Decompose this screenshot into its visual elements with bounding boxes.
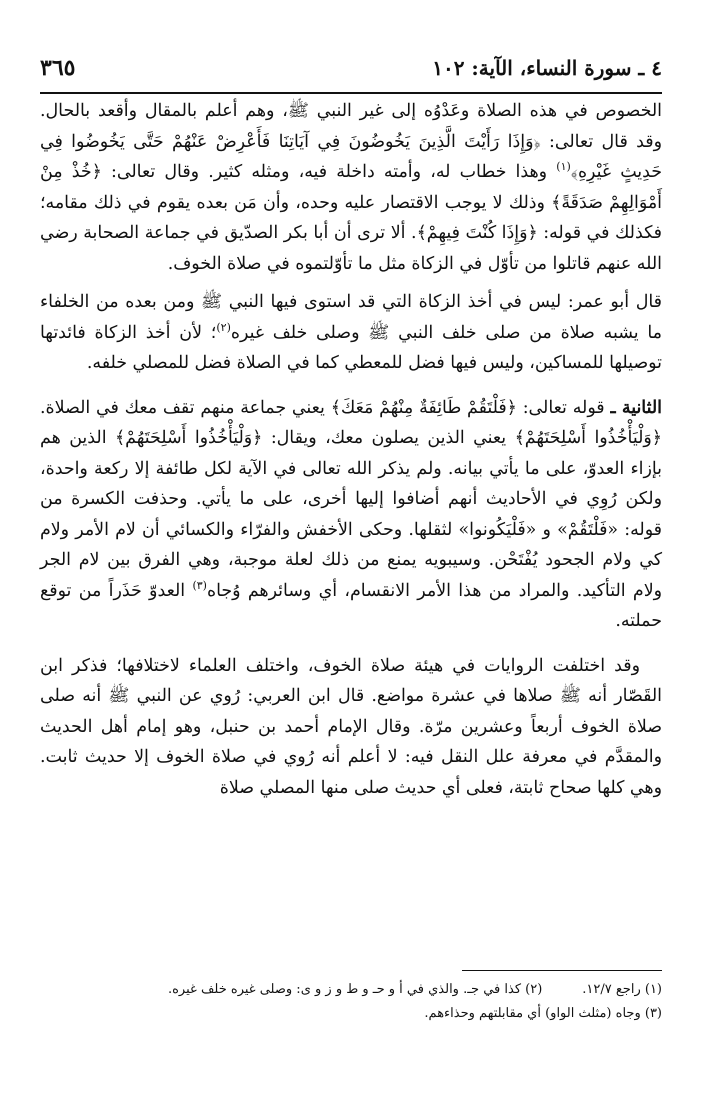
footnote-row: [40, 1002, 662, 1026]
paragraph-text: ؛ لأن أخذ الزكاة فائدتها توصيلها للمساكين، وليس فيها فضل للمعطي كما في الصلاة فضل للمصلي خلفه.: [40, 322, 662, 373]
paragraph-text: قوله تعالى: ﴿فَلْتَقُمْ طَائِفَةٌ مِنْهُمْ مَعَكَ﴾ يعني جماعة منهم تقف معك في الصلاة. ﴿وَلْيَأْخُذُوا أَسْلِحَتَهُمْ﴾ يعني الذين يصلون معك، ويقال: ﴿وَلْيَأْخُذُوا أَسْلِحَتَهُمْ﴾ الذين هم بإزاء العدوّ، على ما يأتي بيانه. ولم يذكر الله تعالى في الآية لكل طائفة إلا ركعة واحدة، ولكن رُوِي في الأحاديث أنهم أضافوا إليها أخرى، على ما يأتي. وحذفت الكسرة من قوله: «فَلْتَقُمْ» و «فَلْيَكُونوا» لثقلها. وحكى الأخفش والفرّاء والكسائي أن لام الأمر ولام كي ولام الجحود يُفْتَحْن. وسيبويه يمنع من ذلك لعلة موجبة، وهي الفرق بين لام الجر ولام التأكيد. والمراد من هذا الأمر الانقسام، أي وسائرهم وُجاه: [40, 397, 663, 601]
paragraph-text: وهذا خطاب له، وأمته داخلة فيه، ومثله كثير. وقال تعالى: ﴿خُذْ مِنْ أَمْوَالِهِمْ صَدَقَةً﴾ وذلك لا يوجب الاقتصار عليه وحده، وأن مَن بعده يقوم في ذلك مقامه؛ فكذلك في قوله: ﴿وَإِذَا كُنْتَ فِيهِمْ﴾. ألا ترى أن أبا بكر الصدّيق في جماعة الصحابة رضي الله عنهم قاتلوا من تأوّل في الزكاة مثل ما تأوّلتموه في صلاة الخوف.: [40, 162, 662, 274]
footnote-ref-2: (٢): [216, 320, 231, 334]
paragraph-text: قال أبو عمر: ليس في أخذ الزكاة التي قد استوى فيها النبي ﷺ ومن بعده من الخلفاء ما يشبه صلاة من صلى خلف النبي ﷺ وصلى خلف غيره: [40, 292, 662, 343]
paragraph-1: [40, 96, 662, 279]
page-header: [40, 50, 662, 94]
footnote-divider: [462, 970, 662, 971]
footnote-ref-1: (١): [556, 160, 571, 174]
paragraph-text: العدوّ حَذَراً من توقع حملته.: [40, 580, 662, 631]
paragraph-text: وقد اختلفت الروايات في هيئة صلاة الخوف، واختلف العلماء لاختلافها؛ فذكر ابن القَصّار أنه ﷺ صلاها في عشرة مواضع. قال ابن العربي: رُوي عن النبي ﷺ أنه صلى صلاة الخوف أربعاً وعشرين مرّة. وقال الإمام أحمد بن حنبل، وهو إمام أهل الحديث والمقدَّم في معرفة علل النقل فيه: لا أعلم أنه رُوي في صلاة الخوف إلا حديث ثابت. وهي كلها صحاح ثابتة، فعلى أي حديث صلى منها المصلي صلاة: [40, 655, 662, 798]
paragraph-4: [40, 651, 662, 804]
footnote-2: (٢) كذا في جـ. والذي في أ و حـ و ط و ز و ى: وصلى غيره خلف غيره.: [167, 982, 543, 997]
body-text: [40, 96, 662, 811]
page-number: ٣٦٥: [40, 55, 76, 81]
footnote-row: [40, 978, 662, 1002]
footnote-3: (٣) وجاه (مثلث الواو) أي مقابلتهم وحذاءهم.: [424, 1006, 662, 1021]
paragraph-3: [40, 393, 662, 637]
footnotes: [40, 978, 662, 1026]
running-title: ٤ ـ سورة النساء، الآية: ١٠٢: [432, 56, 662, 80]
footnote-ref-3: (٣): [192, 578, 207, 592]
section-lead: الثانية ـ: [610, 397, 662, 418]
paragraph-text: الخصوص في هذه الصلاة وعَدْوُه إلى غير النبي ﷺ، وهم أعلم بالمقال وأقعد بالحال. وقد قال تعالى: ﴿وَإِذَا رَأَيْتَ الَّذِينَ يَخُوضُونَ فِي آيَاتِنَا فَأَعْرِضْ عَنْهُمْ حَتَّى يَخُوضُوا فِي حَدِيثٍ غَيْرِهِ﴾: [40, 101, 662, 182]
footnote-1: (١) راجع ١٢/٧.: [582, 982, 662, 997]
paragraph-2: [40, 287, 662, 379]
